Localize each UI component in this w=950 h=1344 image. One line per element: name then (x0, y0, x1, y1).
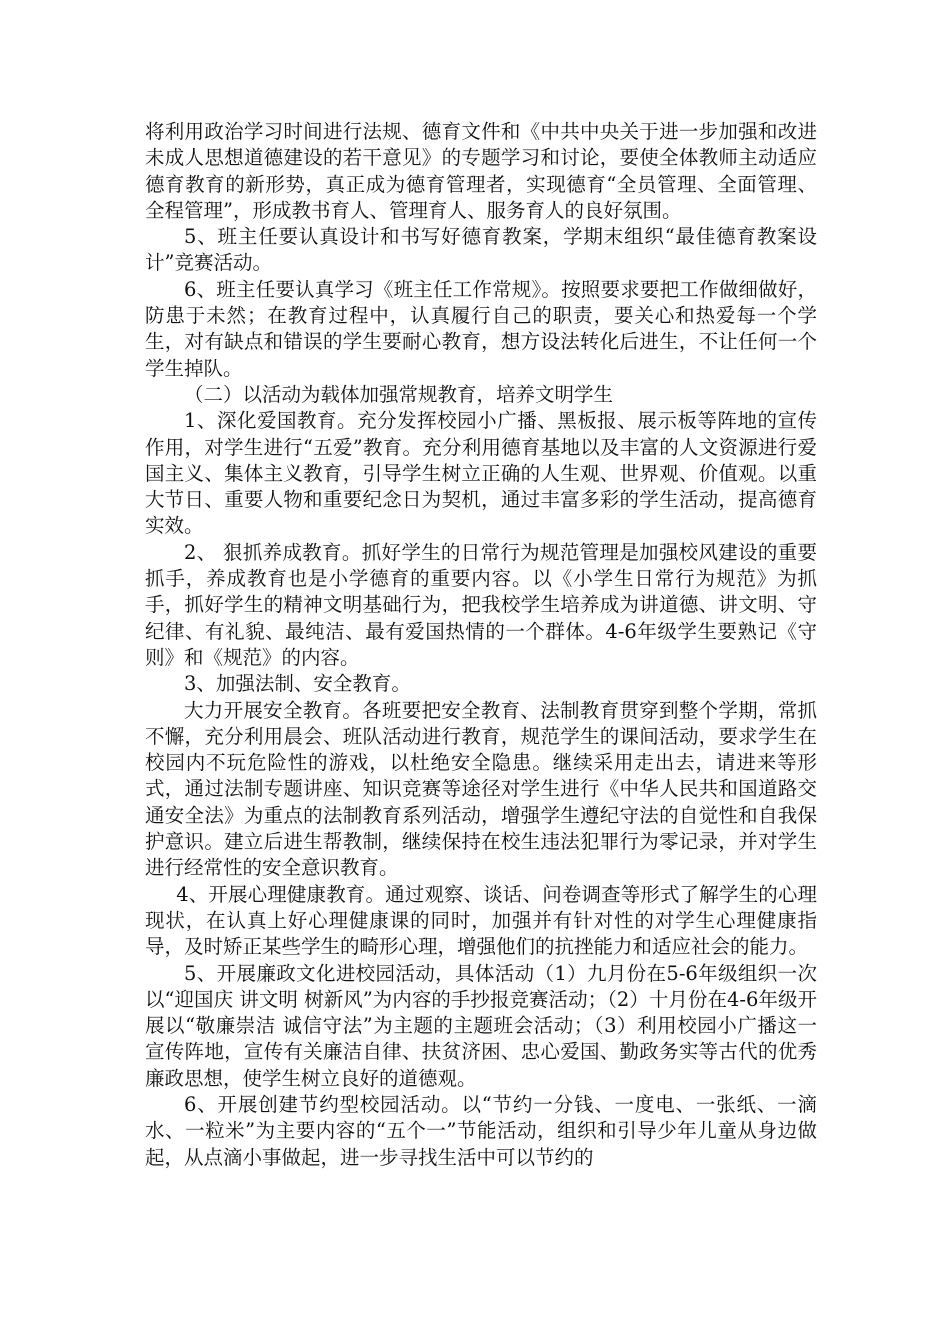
paragraph-item-1-patriotic-education: 1、深化爱国教育。充分发挥校园小广播、黑板报、展示板等阵地的宣传作用，对学生进行“五爱”教育。充分利用德育基地以及丰富的人文资源进行爱国主义、集体主义教育，引导学生树立正确的人生观、世界观、价值观。以重大节日、重要人物和重要纪念日为契机，通过丰富多彩的学生活动，提高德育实效。 (145, 409, 817, 538)
paragraph-item-4-mental-health: 4、开展心理健康教育。通过观察、谈话、问卷调查等形式了解学生的心理现状，在认真上好心理健康课的同时，加强并有针对性的对学生心理健康指导，及时矫正某些学生的畸形心理，增强他们的抗挫能力和适应社会的能力。 (145, 882, 817, 959)
paragraph-intro: 将利用政治学习时间进行法规、德育文件和《中共中央关于进一步加强和改进未成人思想道德建设的若干意见》的专题学习和讨论，要使全体教师主动适应德育教育的新形势，真正成为德育管理者，实现德育“全员管理、全面管理、全程管理”，形成教书育人、管理育人、服务育人的良好氛围。 (145, 120, 817, 222)
paragraph-item-5-integrity-culture: 5、开展廉政文化进校园活动，具体活动（1）九月份在5-6年级组织一次以“迎国庆 讲文明 树新风”为内容的手抄报竞赛活动；（2）十月份在4-6年级开展以“敬廉崇洁 诚信守法”为主题的主题班会活动；（3）利用校园小广播这一宣传阵地，宣传有关廉洁自律、扶贫济困、忠心爱国、勤政务实等古代的优秀廉政思想，使学生树立良好的道德观。 (145, 961, 817, 1090)
paragraph-item-2-habit-education: 2、 狠抓养成教育。抓好学生的日常行为规范管理是加强校风建设的重要抓手，养成教育也是小学德育的重要内容。以《小学生日常行为规范》为抓手，抓好学生的精神文明基础行为，把我校学生培养成为讲道德、讲文明、守纪律、有礼貌、最纯洁、最有爱国热情的一个群体。4-6年级学生要熟记《守则》和《规范》的内容。 (145, 540, 817, 669)
paragraph-item-5-lesson-plans: 5、班主任要认真设计和书写好德育教案，学期末组织“最佳德育教案设计”竞赛活动。 (145, 225, 817, 275)
section-heading-activities: （二）以活动为载体加强常规教育，培养文明学生 (184, 382, 614, 406)
paragraph-item-3-legal-safety: 3、加强法制、安全教育。 (184, 672, 411, 696)
paragraph-item-6-saving-campus: 6、开展创建节约型校园活动。以“节约一分钱、一度电、一张纸、一滴水、一粒米”为主要内容的“五个一”节能活动，组织和引导少年儿童从身边做起，从点滴小事做起，进一步寻找生活中可以节约的 (145, 1092, 817, 1169)
paragraph-item-6-class-teacher: 6、班主任要认真学习《班主任工作常规》。按照要求要把工作做细做好，防患于未然；在教育过程中，认真履行自己的职责，要关心和热爱每一个学生，对有缺点和错误的学生要耐心教育，想方设法转化后进生，不让任何一个学生掉队。 (145, 277, 817, 380)
paragraph-safety-education: 大力开展安全教育。各班要把安全教育、法制教育贯穿到整个学期，常抓不懈，充分利用晨会、班队活动进行教育，规范学生的课间活动，要求学生在校园内不玩危险性的游戏，以杜绝安全隐患。继续采用走出去，请进来等形式，通过法制专题讲座、知识竞赛等途径对学生进行《中华人民共和国道路交通安全法》为重点的法制教育系列活动，增强学生遵纪守法的自觉性和自我保护意识。建立后进生帮教制，继续保持在校生违法犯罪行为零记录，并对学生进行经常性的安全意识教育。 (145, 698, 817, 880)
document-body (145, 119, 817, 1171)
